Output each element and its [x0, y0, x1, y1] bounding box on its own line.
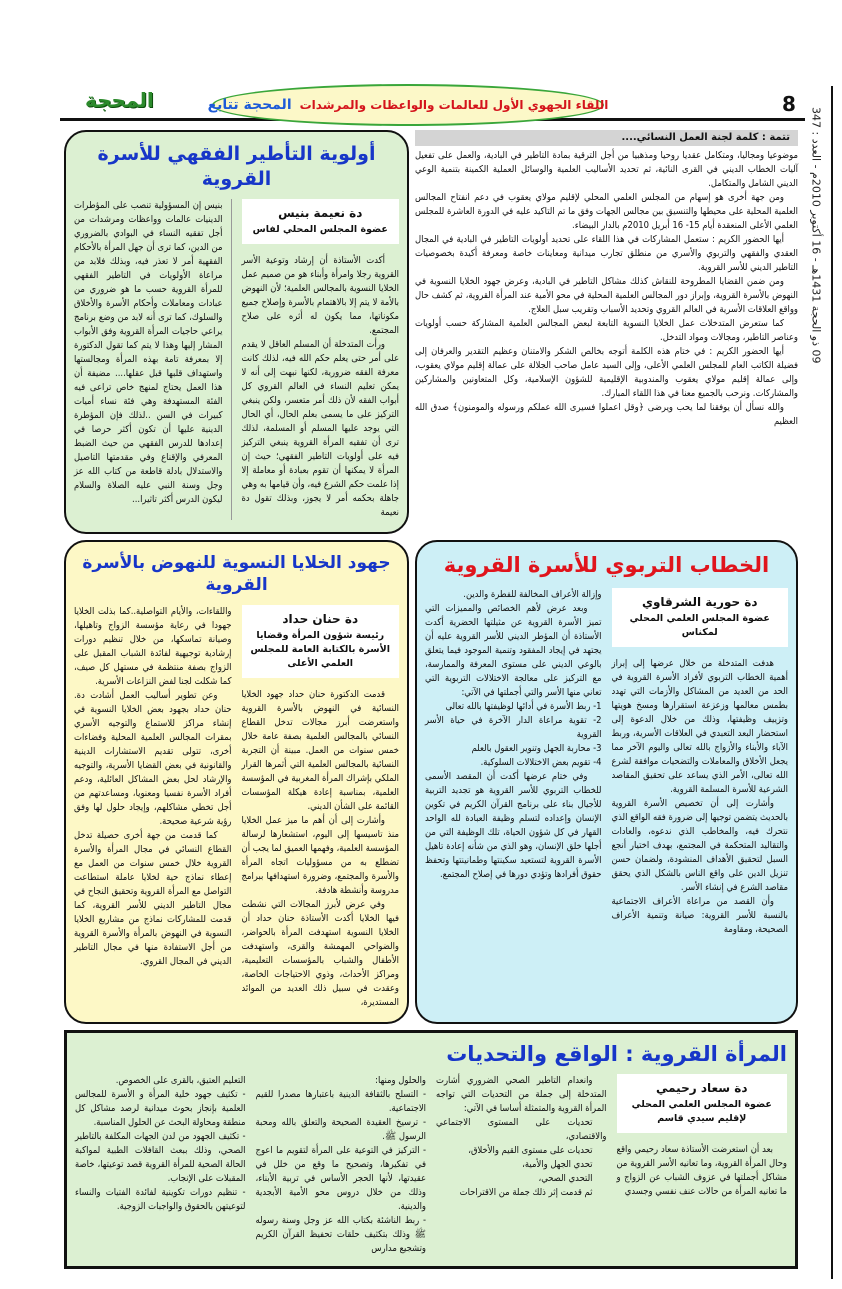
author-name: دة نعيمة بنيس [278, 206, 363, 221]
author-name: دة حورية الشرقاوي [641, 594, 758, 609]
article-column-1 [617, 1074, 788, 1256]
paragraph: - ربط الناشئة بكتاب الله عز وجل وسنة رسوله ﷺ وذلك بتكثيف حلقات تحفيظ القرآن الكريم وتشجيع مدارس [255, 1214, 426, 1254]
paragraph: هدفت المتدخلة من خلال عرضها إلى إبراز أهمية الخطاب التربوي لأفراد الأسرة القروية في الحد من العديد من المشاكل والأزمات التي تهدد بطمس معالمها وزعزعة استقرارها ومسخ هويتها وتزييف وظيفتها، وذلك من خلال الدعوة إلى استحضار البعد التعبدي في العلاقات الأسرية، وربط الآباء والأبناء والأزواج بالله تعالى واليوم الآخر مما يجعل الأخلاق والمعاملات والتضحيات موافقة لشرع الله تعالى، الأمر الذي يساعد على تحقيق المقاصد الشرعية للأسرة المسلمة القروية. [611, 657, 788, 795]
paragraph: 4- تقويم بعض الاختلالات السلوكية. [480, 756, 602, 768]
dateline: 09 ذو الحجة 1431هـ - 16 أكتوبر 2010م - العدد : 347 [809, 106, 823, 364]
paragraph: بنيس إن المسؤولية تنصب على المؤطرات الدينيات عالمات وواعظات ومرشدات من أجل تفقيه النساء في البوادي بالضروري من الدين، كما ترى أن جهل المرأة بالأحكام الفقهية أمر لا تعذر فيه، وبذلك فلابد من مراعاة الأولويات في التاطير الفقهي للمرأة القروية حسب ما هو ضروري من عبادات ومعاملات وأحكام الأسرة والأخلاق والسلوك، كما ترى أنه لابد من وضع برنامج يراعي حاجيات المرأة القروية وفق الأبواب المشار إليها وهذا لا يتم كما تقول الدكتورة إلا بمعرفة تامة بهذه المرأة ومجالستها واستهداف قلبها قبل عقلها.... مضيفة أن هذا العمل يحتاج لمنهج خاص تراعى فيه الفئة المستهدفة وهي فئة نساء أميات كبيرات في السن ..لذلك فإن المؤطرة الدينية عليها أن تكون أكثر حرصا في إعدادها للدرس الفقهي من حيث الضبط المعرفي والإقناع وفي مقدمتها التاصيل والاستدلال بادلة قاطعة من كتاب الله عز وجل وسنة النبي عليه الصلاة والسلام ليكون الدرس أكثر تاثيرا... [74, 200, 223, 506]
author-box [612, 588, 789, 647]
paragraph: وانعدام التاطير الصحي الضروري أشارت المتدخلة إلى جملة من التحديات التي تواجه المرأة القروية والمتمثلة أساسا في الآتي: [436, 1074, 607, 1114]
banner-brand: المحجة تتابع [207, 97, 292, 113]
paragraph: وفي ختام عرضها أكدت أن المقصد الأسمى للخطاب التربوي للأسر القروية هو تجديد التربية للأجيال بناء على برنامج القرآن الكريم في تكوين الإنسان وإعداده لتسلم وظيفة العبادة لله الواحد القهار في كل شؤون الحياة، تلك الوظيفة التي من أجلها خلق الإنسان، وهو الذي من شأنه إعادة تاهيل الأسرة القروية لتستعيد سكينتها وطمانينتها وتحفظ حقوق أفرادها وتؤدي دورها في إصلاح المجتمع. [425, 770, 602, 880]
paragraph: - تكثيف جهود خلية المرأة و الأسرة للمجالس العلمية بإنجاز بحوث ميدانية لرصد مشاكل كل منطقة ومحاولة البحث عن الحلول المناسبة. [75, 1088, 246, 1128]
paragraph: أيها الحضور الكريم : ستعمل المشاركات في هذا اللقاء على تحديد أولويات التاطير في البادية في المجال العقدي والفقهي والتربوي والأسري من منطلق تجارب ميدانية ومعاينات خاصة ومعرفة أكيدة بخصوصيات التاطير الديني للأسر القروية. [415, 234, 798, 273]
paragraph: ومن جهة أخرى هو إسهام من المجلس العلمي المحلي لإقليم مولاي يعقوب في دعم انفتاح المجالس العلمية المحلية على محيطها والتنسيق بين مجالس الجهات وفق ما تم التاكيد عليه في الدورة العاشرة للمجلس العلمي الأعلى المنعقدة أيام 15- 16 أبريل 2010م بالدار البيضاء. [415, 192, 798, 231]
paragraph: وعن تطوير أساليب العمل أشادت دة. حنان حداد بجهود بعض الخلايا النسوية في إنشاء مراكز للاستماع والتوجيه الأسري بمقرات المجالس العلمية المحلية وفضاءات أخرى، تتولى تقديم الاستشارات الدينية والقانونية في بعض القضايا الأسرية، والتوجيه والإرشاد لحل بعض المشاكل العائلية، ودعم أفراد الأسرة نفسيا ومعنويا، ومساعدتهم من أجل تخطي مشاكلهم، وإيجاد حلول لها وفق رؤية شرعية صحيحة. [74, 689, 232, 827]
paragraph: تحدي الجهل والأمية، [522, 1158, 593, 1170]
page-content [64, 126, 798, 1289]
paragraph: - ترسيخ العقيدة الصحيحة والتعلق بالله ومحبة الرسول ﷺ. [255, 1116, 426, 1142]
paragraph: وإزالة الأعراف المخالفة للفطرة والدين. [463, 588, 602, 600]
article-column-right [242, 605, 400, 1010]
article-column [74, 199, 232, 520]
article-column [74, 605, 232, 1010]
paragraph: 1- ربط الأسرة في أدائها لوظيفتها بالله تعالى [445, 700, 602, 712]
paragraph: واللقاءات، والأيام التواصلية..كما بذلت الخلايا جهودا في رعاية مؤسسة الزواج وتاهيلها، وصيانة تماسكها، من خلال تنظيم دورات إرشادية توجيهية لفائدة الشباب المقبل على الزواج بصفة منتظمة في مستهل كل صيف، كما شكلت لجنا لفض النزاعات الأسرية. [74, 605, 232, 687]
paragraph: أيها الحضور الكريم : في ختام هذه الكلمة أتوجه بخالص الشكر والامتنان وعظيم التقدير والعرفان إلى فضيلة الكاتب العام للمجلس العلمي الأعلى، وإلى السيد عامل صاحب الجلالة على عمالة إقليم مولاي يعقوب، وإلى عمالة إقليم مولاي يعقوب والمندوبية الإقليمية للشؤون الإسلامية، وكل المتعاونين والمشاركين والمشاركات. ونرحب بالجميع معنا في هذا اللقاء المبارك. [415, 346, 798, 399]
author-role: عضوة المجلس العلمي المحلي لمكناس [629, 612, 770, 638]
continuation-section [415, 130, 798, 534]
paragraph: وأشارت إلى أن أهم ما ميز عمل الخلايا منذ تاسيسها إلى اليوم، استشعارها لرسالة المؤسسة العلمية، وفهمها العميق لما يجب أن تضطلع به من مسؤوليات اتجاه المرأة والأسرة والمجتمع، وضرورة استهدافها ببرامج مدروسة وأنشطة هادفة. [241, 814, 399, 896]
paragraph: 2- تقوية مراعاة الدار الآخرة في حياة الأسر القروية [425, 714, 602, 740]
article-column [242, 254, 400, 520]
article-rural-fiqh [64, 130, 409, 534]
paragraph: وبعد عرض لأهم الخصائص والمميزات التي تميز الأسرة القروية عن مثيلتها الحضرية أكدت الأستاذة أن المؤطر الديني للأسر القروية عليه أن يجتهد في إيجاد المفقود وتنمية الموجود فيما يتعلق بالوعي الديني على مستوى المعرفة والممارسة، مع التركيز على معالجة الاختلالات التربوية التي تعاني منها الأسر والتي أجملتها في الآتي: [425, 602, 602, 698]
paragraph: وأن القصد من مراعاة الأعراف الاجتماعية بالنسبة للأسر القروية: صيانة وتنمية الأعراف الصحيحة، ومقاومة [611, 895, 788, 935]
paragraph: - التركيز في التوعية على المرأة لتقويم ما اعوج في تفكيرها، وتصحيح ما وقع من خلل في عقيدتها، لأنها الحجر الأساس في تربية الأبناء، وذلك من خلال دروس محو الأمية الأبجدية والدينية. [255, 1144, 426, 1212]
side-rule [801, 86, 833, 1279]
article-column-right [612, 588, 789, 937]
section-banner [207, 84, 609, 126]
article-title: الخطاب التربوي للأسرة القروية [443, 553, 770, 578]
paragraph: التحدي الصحي، [538, 1172, 593, 1184]
paragraph: ثم قدمت إثر ذلك جملة من الاقتراحات [459, 1186, 593, 1198]
paragraph: تحديات على مستوى القيم والأخلاق، [468, 1144, 593, 1156]
paragraph: قدمت الدكتورة حنان حداد جهود الخلايا النسائية في النهوض بالأسرة القروية واستعرضت أبرز مجالات تدخل القطاع النسائي بالمجالس العلمية بصفة عامة خلال خمس سنوات من العمل. مبينة أن التجربة النسائية بالمجالس العلمية التي أثمرها القرار الملكي بإشراك المرأة المغربية في المؤسسة العلمية، بمناسبة إعادة هيكلة المؤسسات القائمة على الشأن الديني. [241, 688, 399, 812]
top-row [64, 130, 798, 534]
article-column-right [242, 199, 400, 520]
page-header [0, 0, 842, 126]
author-role: عضوة المجلس العلمي المحلي لإقليم سيدي قاسم [631, 1098, 772, 1124]
article-column [617, 1143, 788, 1199]
author-name: دة سعاد رحيمي [656, 1080, 748, 1095]
paragraph: والله نسأل أن يوفقنا لما يحب ويرضى ﴿وقل اعملوا فسيرى الله عملكم ورسوله والمومنون﴾ صدق الله العظيم [415, 402, 798, 427]
article-title: المرأة القروية : الواقع والتحديات [446, 1041, 787, 1066]
paragraph: تحديات على المستوى الاجتماعي والاقتصادي، [436, 1116, 607, 1142]
paragraph: أكدت الأستاذة أن إرشاد وتوعية الأسر القروية رجلا وامرأة وأبناء هو من صميم عمل الخلايا النسوية بالمجالس العلمية؛ لأن النهوض بالأمة لا يتم إلا بالاهتمام بالأسرة وإصلاح جميع مكوناتها، مما يكون له أثره على صلاح المجتمع. [241, 255, 399, 337]
paragraph: وأشارت إلى أن تخصيص الأسرة القروية بالحديث يتضمن توجيها إلى ضرورة فقه الواقع الذي نتحرك فيه، والمخاطب الذي ندعوه، والعادات والتقاليد المتحكمة في المجتمع، بهدف اختيار أنجع السبل لتحقيق الأهداف المنشودة، ولضمان حسن تنزيل الدين على واقع الناس بالشكل الذي يحقق مقاصد الشرع في إنشاء الأسر. [611, 797, 788, 893]
continuation-body [415, 149, 798, 429]
article-column [75, 1074, 246, 1256]
banner-title: اللقاء الجهوي الأول للعالمات والواعظات والمرشدات [299, 98, 609, 112]
author-role: عضوة المجلس المحلي لفاس [252, 224, 388, 236]
paragraph: ومن ضمن القضايا المطروحة للنقاش كذلك مشاكل التاطير في البادية، وعرض جهود الخلايا النسوية في النهوض بالأسرة القروية، وإبراز دور المجالس العلمية المحلية في محو الأمية عند المرأة القروية، ثم كشف حال وواقع العلاقات الأسرية في العالم القروي وتحديد الأسباب وتقريب سبل العلاج. [415, 276, 798, 315]
author-box [242, 199, 400, 244]
article-column [425, 588, 602, 937]
newspaper-logo: المحجة [85, 88, 154, 112]
article-column [242, 688, 400, 1010]
article-educational-discourse [415, 540, 798, 1023]
paragraph: موضوعيا ومجاليا، ومتكامل عقديا روحيا ومذهبيا من أجل الترقية بمادة التاطير في البادية، والعمل على تفعيل آليات الخطاب الديني في القرى النائية، ثم تحديد الأساليب العلمية والوسائل العملية الكمينة بتنمية الوعي الديني الشامل والمتكامل. [415, 150, 798, 189]
author-name: دة حنان حداد [282, 611, 359, 626]
paragraph: - التسلح بالثقافة الدينية باعتبارها مصدرا للقيم الاجتماعية. [255, 1088, 426, 1114]
paragraph: - تكثيف الجهود من لدن الجهات المكلفة بالتاطير الصحي، وذلك ببعث القافلات الطبية لمواكبة الحالة الصحية للمرأة القروية قصد توعيتها، خاصة المقبلات على الإنجاب. [75, 1130, 246, 1184]
paragraph: 3- محاربة الجهل وتنوير العقول بالعلم [471, 742, 602, 754]
article-title: جهود الخلايا النسوية للنهوض بالأسرة القروية [82, 553, 391, 596]
paragraph: ورأت المتدخلة أن المسلم العاقل لا يقدم على أمر حتى يعلم حكم الله فيه، لذلك كانت معرفة الفقه ضرورية، لكنها نبهت إلى أنه لا يمكن تعليم النساء في العالم القروي كل أبواب الفقه لأن ذلك أمر متعسر، ولكن ينبغي التركيز على ما يسمى بعلم الحال، أي الحال التي يوجد عليها المسلم أو المسلمة، لذلك ترى أن تفقيه المرأة القروية ينبغي التركيز فيه على أولويات التاطير الفقهي؛ حيث إن المرأة لا يمكنها أن تقوم بعبادة أو معاملة إلا إذا علمت حكم الشرع فيه، وأن قيامها به وهي جاهلة بحكمه أمر لا يجوز، وبذلك تقول دة نعيمة [241, 339, 399, 519]
page-number: 8 [782, 92, 796, 116]
author-role: رئيسة شؤون المرأة وقضايا الأسرة بالكتابة العامة للمجلس العلمي الأعلى [250, 629, 390, 669]
article-column [256, 1074, 427, 1256]
article-title: أولوية التأطير الفقهي للأسرة القروية [97, 143, 376, 190]
paragraph: كما ستعرض المتدخلات عمل الخلايا النسوية التابعة لبعض المجالس العلمية المشاركة حسب أولويات وعناصر التاطير، ومجالات ومواد التدخل. [415, 318, 798, 343]
article-women-cells [64, 540, 409, 1023]
paragraph: التعليم العتيق، بالقرى على الخصوص. [115, 1074, 246, 1086]
paragraph: - تنظيم دورات تكوينية لفائدة الفتيات والنساء لتوعيتهن بالحقوق والواجبات الزوجية. [75, 1186, 246, 1212]
middle-row [64, 540, 798, 1023]
author-box [242, 605, 400, 678]
continuation-heading: تتمة : كلمة لجنة العمل النسائي.... [415, 130, 798, 146]
article-rural-woman [64, 1030, 798, 1269]
article-column [612, 657, 789, 937]
paragraph: وفي عرض لأبرز المجالات التي نشطت فيها الخلايا أكدت الأستاذة حنان حداد أن الخلايا النسوية استهدفت المرأة بالحواضر، والضواحي المهمشة والقرى، واستهدفت الأطفال والشباب بالمؤسسات التعليمية، ومراكز الأحداث، وذوي الاحتياجات الخاصة، وعقدت في سبيل ذلك العديد من الموائد المستديرة، [241, 898, 399, 1008]
paragraph: كما قدمت من جهة أخرى حصيلة تدخل القطاع النسائي في مجال المرأة والأسرة القروية خلال خمس سنوات من العمل مع إعطاء نماذج حية لخلايا عاملة استطاعت التواصل مع المرأة القروية وتحقيق النجاح في مجال التاطير الديني للأسر القروية، كما قدمت للمشاركات نماذج من مشاريع الخلايا النسوية في النهوض بالمرأة والأسرة القروية من أجل الاستفادة منها في مجال التاطير الديني في المجال القروي. [74, 829, 232, 967]
paragraph: بعد أن استعرضت الأستاذة سعاد رحيمي واقع وحال المرأة القروية، وما تعانيه الأسر القروية من مشاكل أجملتها في عزوف الشباب عن الزواج و ما تعانيه المرأة من حالات عنف نفسي وجسدي [616, 1143, 787, 1197]
paragraph: والحلول ومنها: [375, 1074, 426, 1086]
article-column [436, 1074, 607, 1256]
author-box [617, 1074, 788, 1133]
